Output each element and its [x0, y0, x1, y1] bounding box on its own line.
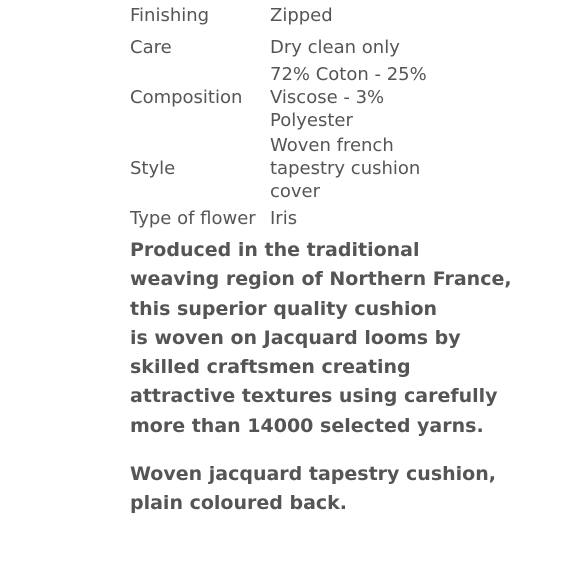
description-line: Woven jacquard tapestry cushion, [130, 463, 496, 486]
spec-value-line: Polyester [270, 110, 353, 131]
product-details [130, 4, 512, 519]
description-line: more than 14000 selected yarns. [130, 414, 484, 437]
spec-value [270, 134, 448, 207]
spec-label: Style [130, 158, 176, 179]
spec-value-line: Zipped [270, 5, 333, 26]
spec-row-care [130, 36, 448, 63]
spec-value [270, 63, 448, 134]
spec-row-style [130, 134, 448, 207]
spec-row-finishing [130, 4, 448, 36]
description-line: Produced in the traditional [130, 239, 420, 261]
description-line: weaving region of Northern France, [130, 268, 512, 291]
spec-row-composition [130, 63, 448, 134]
spec-label: Type of flower [130, 208, 256, 229]
spec-label: Finishing [130, 5, 210, 26]
spec-value-line: tapestry cushion [270, 158, 421, 179]
description-line: skilled craftsmen creating [130, 356, 411, 379]
specs-table [130, 4, 448, 230]
spec-value [270, 36, 448, 63]
description-line: this superior quality cushion [130, 297, 438, 320]
spec-value-line: Dry clean only [270, 37, 400, 58]
product-description [130, 236, 512, 519]
description-line: is woven on Jacquard looms by [130, 326, 461, 349]
description-paragraph [130, 236, 512, 441]
spec-row-type-of-flower [130, 207, 448, 230]
description-paragraph [130, 460, 496, 519]
description-line: attractive textures using carefully [130, 385, 498, 408]
spec-label: Care [130, 37, 172, 58]
spec-value-line: Woven french [270, 135, 394, 156]
spec-value-line: 72% Coton - 25% [270, 64, 427, 85]
spec-value [270, 207, 448, 230]
spec-value-line: cover [270, 181, 321, 202]
spec-label: Composition [130, 87, 243, 108]
spec-value-line: Iris [270, 208, 298, 229]
spec-value [270, 4, 448, 36]
description-line: plain coloured back. [130, 492, 348, 515]
spec-value-line: Viscose - 3% [270, 87, 385, 108]
